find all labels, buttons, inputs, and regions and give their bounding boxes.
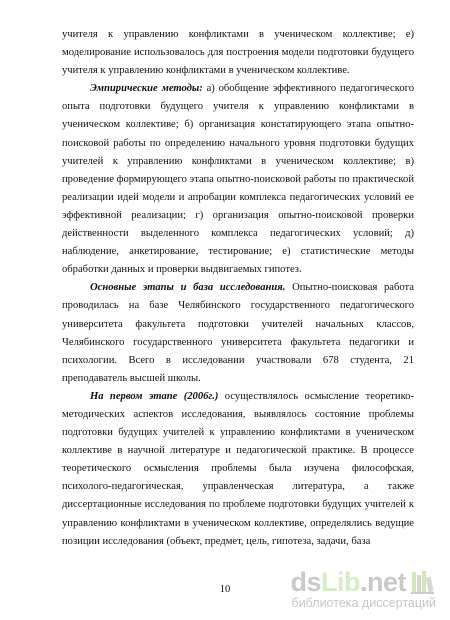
paragraph-1-text: учителя к управлению конфликтами в ученическом коллективе; е) моделирование использовалось для построения модели подготовки будущего учителя к управлению конфликтами в ученическом коллективе. (62, 29, 414, 77)
paragraph-3-lead: Основные этапы и база исследования. (90, 282, 286, 294)
paragraph-3 (62, 279, 414, 388)
paragraph-4 (62, 388, 414, 551)
watermark (266, 568, 436, 610)
paragraph-4-lead: На первом этапе (2006г.) (90, 390, 219, 402)
paragraph-2 (62, 80, 414, 279)
bookshelf-icon (410, 569, 436, 595)
watermark-logo: dsLib.net (290, 567, 406, 597)
paragraph-1 (62, 26, 414, 80)
paragraph-2-text: а) обобщение эффективного педагогического опыта подготовки будущего учителя к управлению конфликтами в ученическом коллективе; б) организация констатирующего этапа опытно-поисковой работы по определению начального уровня подготовки будущих учителей к управлению конфликтами в ученическом коллективе; в) проведение формирующего этапа опытно-поисковой работы по практической реализации идей модели и апробации комплекса педагогических условий ее эффективной реализации; г) организация опытно-поисковой проверки действенности выделенного комплекса педагогических условий; д) наблюдение, анкетирование, тестирование; е) статистические методы обработки данных и проверки выдвигаемых гипотез. (62, 83, 414, 276)
paragraph-3-text: Опытно-поисковая работа проводилась на базе Челябинского государственного педагогического университета факультета подготовки учителей начальных классов, Челябинского государственного университета факультета педагогики и психологии. Всего в исследовании участвовали 678 студента, 21 преподаватель высшей школы. (62, 282, 415, 384)
page-number: 10 (219, 584, 231, 595)
watermark-subtitle: библиотека диссертаций (291, 596, 436, 610)
paragraph-2-lead: Эмпирические методы: (90, 83, 203, 95)
paragraph-4-text: осуществлялось осмысление теоретико-методических аспектов исследования, выявлялось состояние проблемы подготовки будущих учителей к управлению конфликтами в ученическом коллективе в научной литературе и педагогической практике. В процессе теоретического осмысления проблемы была изучена философская, психолого-педагогическая, управленческая литература, а также диссертационные исследования по проблеме подготовки будущих учителей к управлению конфликтами в ученическом коллективе, определялись ведущие позиции исследования (объект, предмет, цель, гипотеза, задачи, база (62, 390, 414, 547)
body-text (62, 26, 414, 551)
